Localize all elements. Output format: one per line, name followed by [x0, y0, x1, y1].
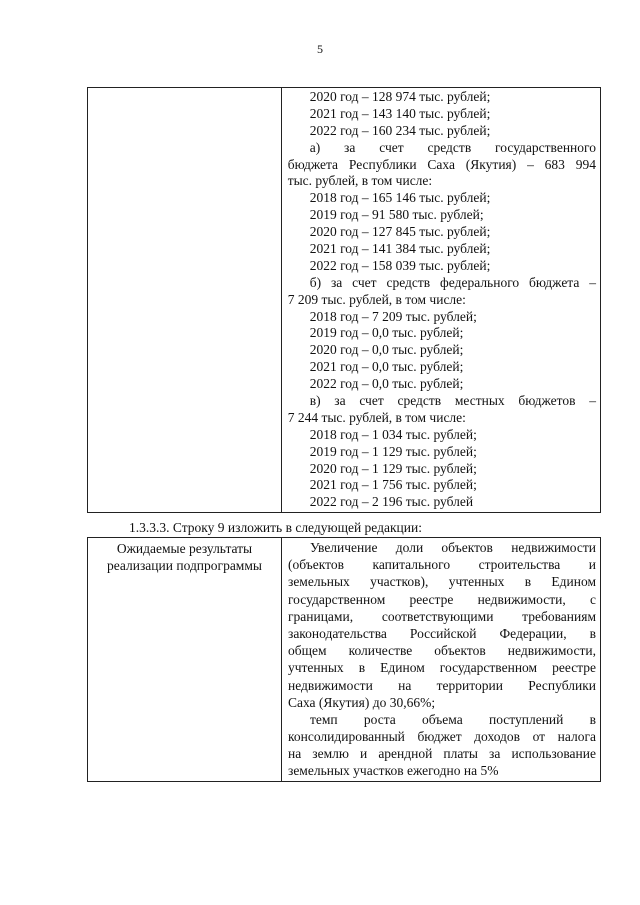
- text-line: 2020 год – 127 845 тыс. рублей;: [309, 224, 491, 240]
- results-lines: [282, 538, 600, 781]
- page-number: 5: [317, 42, 323, 56]
- funding-table: [87, 87, 601, 513]
- text-line: тыс. рублей, в том числе:: [287, 173, 433, 189]
- table-row: [88, 538, 601, 782]
- text-line: 2020 год – 1 129 тыс. рублей;: [309, 460, 477, 476]
- text-line: Саха (Якутия) до 30,66%;: [287, 694, 436, 710]
- text-line: границами, соответствующими требованиям: [287, 608, 596, 624]
- text-line: 2022 год – 0,0 тыс. рублей;: [309, 376, 464, 392]
- table-cell-empty: [88, 88, 282, 513]
- text-line: 2021 год – 141 384 тыс. рублей;: [309, 241, 491, 257]
- text-line: 2019 год – 0,0 тыс. рублей;: [309, 325, 464, 341]
- text-line: а) за счет средств государственного: [309, 139, 596, 155]
- text-line: (объектов капитального строительства и: [287, 557, 596, 573]
- table-cell-results: [281, 538, 600, 782]
- funding-lines: [282, 88, 600, 512]
- text-line: 2022 год – 158 039 тыс. рублей;: [309, 257, 491, 273]
- text-line: учтенных в Едином государственном реестре: [287, 660, 596, 676]
- text-line: темп роста объема поступлений в: [309, 711, 596, 727]
- text-line: Увеличение доли объектов недвижимости: [309, 540, 596, 555]
- text-line: 2022 год – 2 196 тыс. рублей: [309, 494, 474, 510]
- text-line: 2021 год – 0,0 тыс. рублей;: [309, 359, 464, 375]
- text-line: 7 244 тыс. рублей, в том числе:: [287, 409, 466, 425]
- results-table: [87, 537, 601, 782]
- text-line: на землю и арендной платы за использование: [287, 746, 596, 762]
- text-line: 2020 год – 128 974 тыс. рублей;: [309, 89, 491, 104]
- text-line: законодательства Российской Федерации, в: [287, 625, 596, 641]
- text-line: земельных участков ежегодно на 5%: [287, 763, 499, 779]
- table-cell-funding: [281, 88, 600, 513]
- text-line: 7 209 тыс. рублей, в том числе:: [287, 291, 466, 307]
- text-line: в) за счет средств местных бюджетов –: [309, 393, 596, 409]
- text-line: 2019 год – 1 129 тыс. рублей;: [309, 443, 477, 459]
- text-line: общем количестве объектов недвижимости,: [287, 643, 596, 659]
- text-line: 2018 год – 7 209 тыс. рублей;: [309, 308, 477, 324]
- text-line: 2020 год – 0,0 тыс. рублей;: [309, 342, 464, 358]
- text-line: государственном реестре недвижимости, с: [287, 591, 596, 607]
- text-line: 2021 год – 1 756 тыс. рублей;: [309, 477, 477, 493]
- table-row: [88, 88, 601, 513]
- text-line: земельных участков), учтенных в Едином: [287, 574, 596, 590]
- text-line: 2018 год – 165 146 тыс. рублей;: [309, 190, 491, 206]
- text-line: 2019 год – 91 580 тыс. рублей;: [309, 207, 484, 223]
- section-heading: 1.3.3.3. Строку 9 изложить в следующей редакции:: [129, 520, 422, 535]
- table-cell-label: [88, 538, 282, 782]
- text-line: недвижимости на территории Республики: [287, 677, 596, 693]
- text-line: консолидированный бюджет доходов от налога: [287, 729, 596, 745]
- row-label: Ожидаемые результаты реализации подпрограммы: [107, 541, 262, 573]
- text-line: бюджета Республики Саха (Якутия) – 683 994: [287, 156, 596, 172]
- text-line: б) за счет средств федерального бюджета –: [309, 274, 596, 290]
- text-line: 2018 год – 1 034 тыс. рублей;: [309, 426, 477, 442]
- text-line: 2021 год – 143 140 тыс. рублей;: [309, 105, 491, 121]
- text-line: 2022 год – 160 234 тыс. рублей;: [309, 122, 491, 138]
